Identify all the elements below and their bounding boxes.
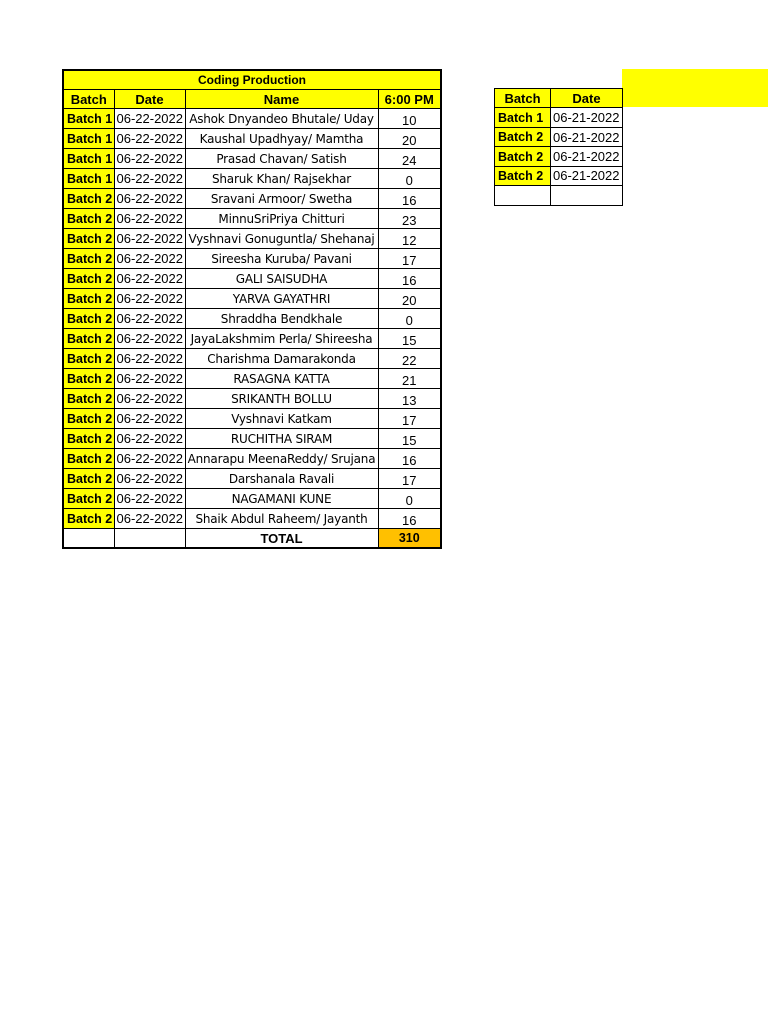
batch-cell[interactable]: Batch 2 [63,409,114,429]
side-batch-cell[interactable]: Batch 2 [495,147,551,166]
value-cell[interactable]: 0 [378,489,441,509]
total-row [63,529,441,548]
date-cell[interactable]: 06-22-2022 [114,309,185,329]
date-cell[interactable]: 06-22-2022 [114,189,185,209]
value-cell[interactable]: 23 [378,209,441,229]
table-row [63,169,441,189]
table-row [63,269,441,289]
value-cell[interactable]: 24 [378,149,441,169]
value-cell[interactable]: 17 [378,249,441,269]
name-cell[interactable]: YARVA GAYATHRI [185,289,378,309]
value-cell[interactable]: 16 [378,449,441,469]
value-cell[interactable]: 17 [378,469,441,489]
name-cell[interactable]: Charishma Damarakonda [185,349,378,369]
date-cell[interactable]: 06-22-2022 [114,349,185,369]
table-row [63,249,441,269]
date-cell[interactable]: 06-22-2022 [114,429,185,449]
side-table-row [495,147,623,166]
batch-cell[interactable]: Batch 2 [63,509,114,529]
batch-cell[interactable]: Batch 1 [63,169,114,189]
name-cell[interactable]: Shaik Abdul Raheem/ Jayanth [185,509,378,529]
name-cell[interactable]: JayaLakshmim Perla/ Shireesha [185,329,378,349]
date-cell[interactable]: 06-22-2022 [114,149,185,169]
header-row [63,89,441,108]
side-header-date: Date [551,89,623,108]
value-cell[interactable]: 20 [378,289,441,309]
side-header-row [495,89,623,108]
table-row [63,289,441,309]
value-cell[interactable]: 0 [378,169,441,189]
value-cell[interactable]: 10 [378,109,441,129]
name-cell[interactable]: Sharuk Khan/ Rajsekhar [185,169,378,189]
table-row [63,429,441,449]
name-cell[interactable]: Kaushal Upadhyay/ Mamtha [185,129,378,149]
table-row [63,149,441,169]
side-title-band [622,69,768,107]
side-empty-cell[interactable] [551,186,623,205]
side-empty-cell[interactable] [495,186,551,205]
date-cell[interactable]: 06-22-2022 [114,229,185,249]
batch-cell[interactable]: Batch 2 [63,489,114,509]
date-cell[interactable]: 06-22-2022 [114,329,185,349]
table-row [63,189,441,209]
batch-cell[interactable]: Batch 1 [63,129,114,149]
value-cell[interactable]: 16 [378,189,441,209]
coding-production-table [62,69,442,549]
batch-cell[interactable]: Batch 2 [63,269,114,289]
name-cell[interactable]: Shraddha Bendkhale [185,309,378,329]
batch-cell[interactable]: Batch 2 [63,369,114,389]
name-cell[interactable]: SRIKANTH BOLLU [185,389,378,409]
side-empty-row [495,186,623,205]
date-cell[interactable]: 06-22-2022 [114,269,185,289]
date-cell[interactable]: 06-22-2022 [114,489,185,509]
header-batch: Batch [63,89,114,108]
batch-cell[interactable]: Batch 2 [63,429,114,449]
side-date-cell[interactable]: 06-21-2022 [551,127,623,146]
batch-cell[interactable]: Batch 2 [63,189,114,209]
table-row [63,109,441,129]
table-row [63,509,441,529]
table-row [63,329,441,349]
header-name: Name [185,89,378,108]
name-cell[interactable]: Annarapu MeenaReddy/ Srujana [185,449,378,469]
table-title: Coding Production [63,70,441,89]
date-cell[interactable]: 06-22-2022 [114,209,185,229]
side-date-cell[interactable]: 06-21-2022 [551,147,623,166]
side-table-row [495,108,623,127]
table-row [63,409,441,429]
batch-cell[interactable]: Batch 2 [63,229,114,249]
total-empty-batch[interactable] [63,529,114,548]
date-cell[interactable]: 06-22-2022 [114,109,185,129]
table-row [63,449,441,469]
side-date-cell[interactable]: 06-21-2022 [551,108,623,127]
date-cell[interactable]: 06-22-2022 [114,469,185,489]
date-cell[interactable]: 06-22-2022 [114,409,185,429]
name-cell[interactable]: Prasad Chavan/ Satish [185,149,378,169]
name-cell[interactable]: Vyshnavi Gonuguntla/ Shehanaj [185,229,378,249]
batch-cell[interactable]: Batch 2 [63,449,114,469]
total-empty-date[interactable] [114,529,185,548]
batch-cell[interactable]: Batch 1 [63,149,114,169]
date-cell[interactable]: 06-22-2022 [114,389,185,409]
side-batch-cell[interactable]: Batch 1 [495,108,551,127]
name-cell[interactable]: NAGAMANI KUNE [185,489,378,509]
table-row [63,389,441,409]
side-table-row [495,127,623,146]
table-row [63,349,441,369]
date-cell[interactable]: 06-22-2022 [114,369,185,389]
date-cell[interactable]: 06-22-2022 [114,509,185,529]
value-cell[interactable]: 15 [378,329,441,349]
batch-cell[interactable]: Batch 2 [63,389,114,409]
value-cell[interactable]: 20 [378,129,441,149]
table-row [63,129,441,149]
name-cell[interactable]: MinnuSriPriya Chitturi [185,209,378,229]
batch-cell[interactable]: Batch 2 [63,329,114,349]
name-cell[interactable]: Vyshnavi Katkam [185,409,378,429]
table-row [63,469,441,489]
name-cell[interactable]: RUCHITHA SIRAM [185,429,378,449]
value-cell[interactable]: 13 [378,389,441,409]
side-batch-cell[interactable]: Batch 2 [495,127,551,146]
header-date: Date [114,89,185,108]
batch-cell[interactable]: Batch 2 [63,209,114,229]
value-cell[interactable]: 22 [378,349,441,369]
name-cell[interactable]: Sravani Armoor/ Swetha [185,189,378,209]
value-cell[interactable]: 0 [378,309,441,329]
batch-cell[interactable]: Batch 2 [63,289,114,309]
total-value[interactable]: 310 [378,529,441,548]
name-cell[interactable]: Sireesha Kuruba/ Pavani [185,249,378,269]
table-row [63,369,441,389]
batch-cell[interactable]: Batch 2 [63,349,114,369]
side-header-batch: Batch [495,89,551,108]
table-row [63,489,441,509]
batch-cell[interactable]: Batch 1 [63,109,114,129]
batch-cell[interactable]: Batch 2 [63,309,114,329]
side-batch-cell[interactable]: Batch 2 [495,166,551,185]
value-cell[interactable]: 12 [378,229,441,249]
date-cell[interactable]: 06-22-2022 [114,449,185,469]
name-cell[interactable]: RASAGNA KATTA [185,369,378,389]
value-cell[interactable]: 15 [378,429,441,449]
table-row [63,209,441,229]
side-date-cell[interactable]: 06-21-2022 [551,166,623,185]
side-table-row [495,166,623,185]
side-batch-table [494,88,623,206]
name-cell[interactable]: Darshanala Ravali [185,469,378,489]
value-cell[interactable]: 21 [378,369,441,389]
value-cell[interactable]: 16 [378,269,441,289]
value-cell[interactable]: 17 [378,409,441,429]
date-cell[interactable]: 06-22-2022 [114,249,185,269]
batch-cell[interactable]: Batch 2 [63,469,114,489]
date-cell[interactable]: 06-22-2022 [114,129,185,149]
name-cell[interactable]: GALI SAISUDHA [185,269,378,289]
header-time: 6:00 PM [378,89,441,108]
total-label: TOTAL [185,529,378,548]
table-row [63,309,441,329]
title-row [63,70,441,89]
value-cell[interactable]: 16 [378,509,441,529]
name-cell[interactable]: Ashok Dnyandeo Bhutale/ Uday [185,109,378,129]
table-row [63,229,441,249]
batch-cell[interactable]: Batch 2 [63,249,114,269]
date-cell[interactable]: 06-22-2022 [114,169,185,189]
date-cell[interactable]: 06-22-2022 [114,289,185,309]
